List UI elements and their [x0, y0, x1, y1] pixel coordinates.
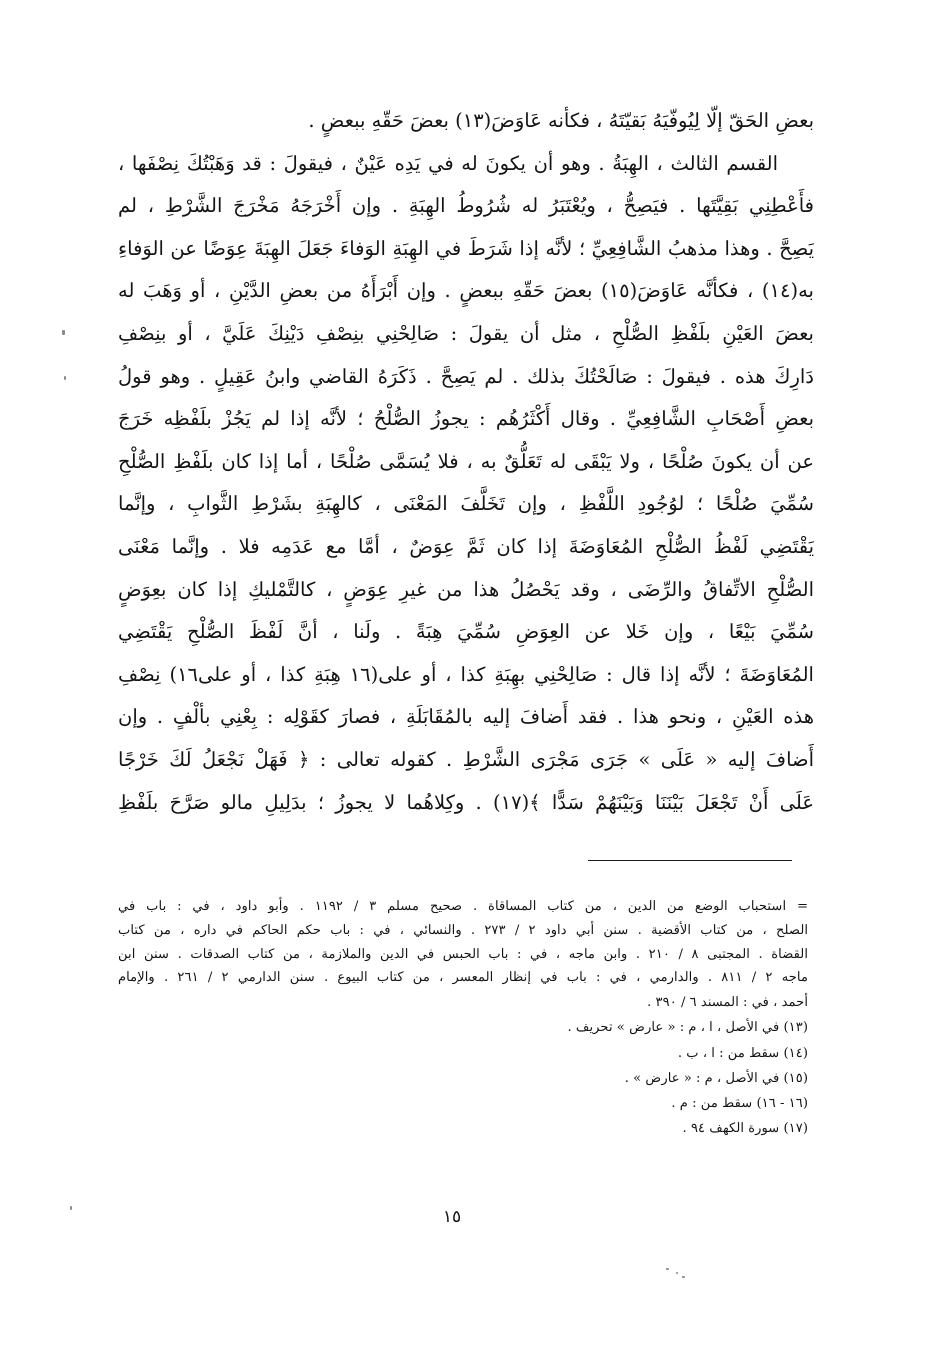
scan-speck [666, 1268, 669, 1270]
main-text-line: الصُّلْحِ الاتِّفاقُ والرِّضَى ، وقد يَحْصُلُ هذا من غيرِ عِوَضٍ ، كالتَّمْليكِ إذا كان بعِوَضٍ [118, 577, 814, 601]
footnote-14: (١٤) سقط من : ا ، ب . [677, 1045, 808, 1061]
main-text-line: هذه العَيْنِ ، ونحو هذا . فقد أَضافَ إليه بالمُقَابَلَةِ ، فصارَ كقَوْلِه : بِعْنِي بألْفٍ . وإن [118, 705, 814, 729]
footnote-continuation-line: الصلح ، من كتاب الأقضية . سنن أبي داود ٢ / ٢٧٣ . والنسائي ، في : باب حكم الحاكم في داره ، من كتاب [118, 922, 808, 938]
main-text-line: فأَعْطِنِي بَقِيَّتَها . فيَصِحُّ ، ويُعْتَبَرُ له شُرُوطُ الهِبَةِ . وإن أَخْرَجَهُ مَخْرَجَ الشَّرْطِ ، لم [118, 194, 814, 218]
main-text-line: القسم الثالث ، الهِبَةُ . وهو أن يكونَ له في يَدِه عَيْنٌ ، فيقولَ : قد وَهَبْتُكَ نِصْفَها ، [118, 151, 778, 175]
main-text-line: عن أن يكونَ صُلْحًا ، ولا يَبْقَى له تَعَلُّقٌ به ، فلا يُسَمَّى صُلْحًا ، أما إذا كان بلَفْظِ الصُّلْحِ [118, 449, 814, 473]
main-text-line: بعضَ العَيْنِ بلَفْظِ الصُّلْحِ ، مثل أن يقولَ : صَالِحْنِي بنِصْفِ دَيْنِكَ عَلَيَّ ، أو بنِصْفِ [118, 321, 814, 345]
main-text-line: يَقْتَضِي لَفْظُ الصُّلْحِ المُعَاوَضَةَ إذا كان ثَمَّ عِوَضٌ ، أمَّا مع عَدَمِه فلا . وإنَّما مَعْنَى [118, 534, 814, 558]
footnote-13: (١٣) في الأصل ، ا ، م : « عارض » تحريف . [567, 1020, 808, 1036]
footnote-15: (١٥) في الأصل ، م : « عارض » . [624, 1070, 808, 1086]
main-text-line: سُمِّيَ بَيْعًا ، وإن خَلا عن العِوَضِ سُمِّيَ هِبَةً . ولَنا ، أنَّ لَفْظَ الصُّلْحِ يَقْتَضِي [118, 620, 814, 644]
footnote-continuation-line: القضاة . المجتبى ٨ / ٢١٠ . وابن ماجه ، في : باب الحبس في الدين والملازمة ، من كتاب الصدقات . سنن ابن [118, 946, 808, 962]
footnotes-block [118, 895, 808, 1141]
footnote-17: (١٧) سورة الكهف ٩٤ . [682, 1121, 808, 1137]
footnote-separator-rule [588, 860, 792, 861]
main-text-line: به(١٤) ، فكأنَّه عَاوَضَ(١٥) بعضَ حَقّهِ ببعضٍ . وإن أَبْرَأَهُ من بعضِ الدَّيْنِ ، أو وَهَبَ له [118, 279, 814, 303]
main-text-line: عَلَى أَنْ تَجْعَلَ بَيْنَنَا وَبَيْنَهُمْ سَدًّا ﴾(١٧) . وكِلاهُما لا يجوزُ ؛ بدَلِيلِ مالو صَرَّحَ بلَفْظِ [118, 790, 814, 814]
main-text-line: بعضِ الحَقّ إلّا لِيُوفّيَهُ بَقيّتَهُ ، فكأنه عَاوَضَ(١٣) بعضَ حَقّهِ ببعضٍ . [308, 109, 814, 132]
footnote-continuation-line: أحمد ، في : المسند ٦ / ٣٩٠ . [647, 995, 808, 1011]
scan-speck [682, 1276, 685, 1278]
main-text-line: سُمِّيَ صُلْحًا ؛ لوُجُودِ اللَّفْظِ ، وإن تَخَلَّفَ المَعْنَى ، كالهِبَةِ بشَرْطِ الثَّوابِ ، وإنَّما [118, 492, 814, 516]
main-text-line: بعضِ أَصْحَابِ الشَّافِعِيِّ . وقال أَكْثَرُهُم : يجوزُ الصُّلْحُ ؛ لأنَّه إذا لم يَجُزْ بلَفْظِه خَرَجَ [118, 407, 814, 431]
main-text-line: يَصِحَّ . وهذا مذهبُ الشَّافِعِيِّ ؛ لأنَّه إذا شَرَطَ في الهِبَةِ الوَفاءَ جَعَلَ الهِبَةَ عِوَضًا عن الوَفاءِ [118, 236, 814, 260]
main-text-line: دَارِكَ هذه . فيقولَ : صَالَحْتُكَ بذلك . لم يَصِحَّ . ذَكَرَهُ القاضي وابنُ عَقِيلٍ . وهو قولُ [118, 364, 814, 388]
main-text-block [118, 100, 814, 824]
main-text-line: أَضافَ إليه « عَلَى » جَرَى مَجْرَى الشَّرْطِ . كقوله تعالى : ﴿ فَهَلْ نَجْعَلُ لَكَ خَرْجًا [118, 747, 814, 771]
scan-speck [70, 1206, 72, 1210]
scan-speck [64, 376, 66, 380]
footnote-continuation-line: = استحباب الوضع من الدين ، من كتاب المساقاة . صحيح مسلم ٣ / ١١٩٢ . وأبو داود ، في : باب في [118, 899, 808, 914]
page-number: ١٥ [442, 1207, 462, 1227]
main-text-line: المُعَاوَضَةَ ؛ لأنَّه إذا قال : صَالِحْنِي بهِبَةِ كذا ، أو على(١٦ هِبَةِ كذا ، أو على١٦) نِصْفِ [118, 662, 814, 686]
footnote-continuation-line: ماجه ٢ / ٨١١ . والدارمي ، في : باب في إنظار المعسر ، من كتاب البيوع . سنن الدارمي ٢ / ٢٦١ . والإمام [118, 970, 808, 986]
scan-speck [676, 1272, 678, 1274]
scan-speck [62, 330, 65, 335]
footnote-16: (١٦ - ١٦) سقط من : م . [671, 1095, 808, 1111]
